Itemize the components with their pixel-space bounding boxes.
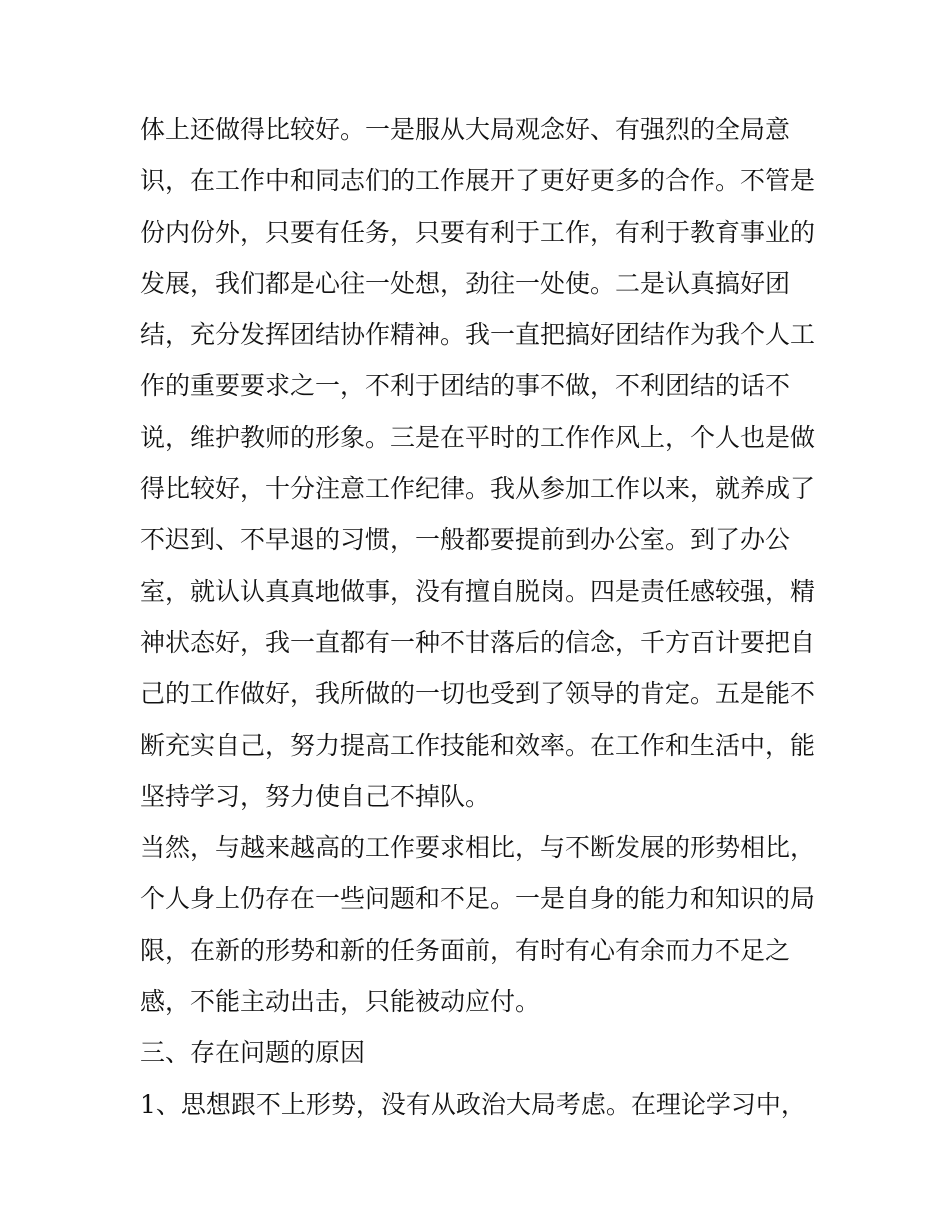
text-line: 说，维护教师的形象。三是在平时的工作作风上，个人也是做 — [140, 422, 816, 452]
text-line: 识，在工作中和同志们的工作展开了更好更多的合作。不管是 — [140, 166, 816, 196]
text-line: 份内份外，只要有任务，只要有利于工作，有利于教育事业的 — [140, 217, 816, 247]
text-line: 发展，我们都是心往一处想，劲往一处使。二是认真搞好团 — [140, 268, 791, 298]
text-line: 当然，与越来越高的工作要求相比，与不断发展的形势相比， — [140, 833, 816, 863]
text-line: 个人身上仍存在一些问题和不足。一是自身的能力和知识的局 — [140, 884, 816, 914]
text-line: 神状态好，我一直都有一种不甘落后的信念，千方百计要把自 — [140, 627, 816, 657]
text-line: 断充实自己，努力提高工作技能和效率。在工作和生活中，能 — [140, 730, 816, 760]
text-line: 1、思想跟不上形势，没有从政治大局考虑。在理论学习中， — [140, 1089, 806, 1119]
text-line: 不迟到、不早退的习惯，一般都要提前到办公室。到了办公 — [140, 525, 791, 555]
text-line: 室，就认认真真地做事，没有擅自脱岗。四是责任感较强，精 — [140, 576, 816, 606]
text-line: 体上还做得比较好。一是服从大局观念好、有强烈的全局意 — [140, 115, 791, 144]
text-line: 结，充分发挥团结协作精神。我一直把搞好团结作为我个人工 — [140, 320, 816, 350]
text-line: 作的重要要求之一，不利于团结的事不做，不利团结的话不 — [140, 371, 791, 401]
document-body — [140, 104, 820, 1130]
text-line: 感，不能主动出击，只能被动应付。 — [140, 987, 541, 1017]
text-line: 己的工作做好，我所做的一切也受到了领导的肯定。五是能不 — [140, 679, 816, 709]
text-line: 得比较好，十分注意工作纪律。我从参加工作以来，就养成了 — [140, 474, 816, 504]
section-heading: 三、存在问题的原因 — [140, 1038, 366, 1068]
text-line: 坚持学习，努力使自己不掉队。 — [140, 781, 491, 811]
text-line: 限，在新的形势和新的任务面前，有时有心有余而力不足之 — [140, 935, 791, 965]
